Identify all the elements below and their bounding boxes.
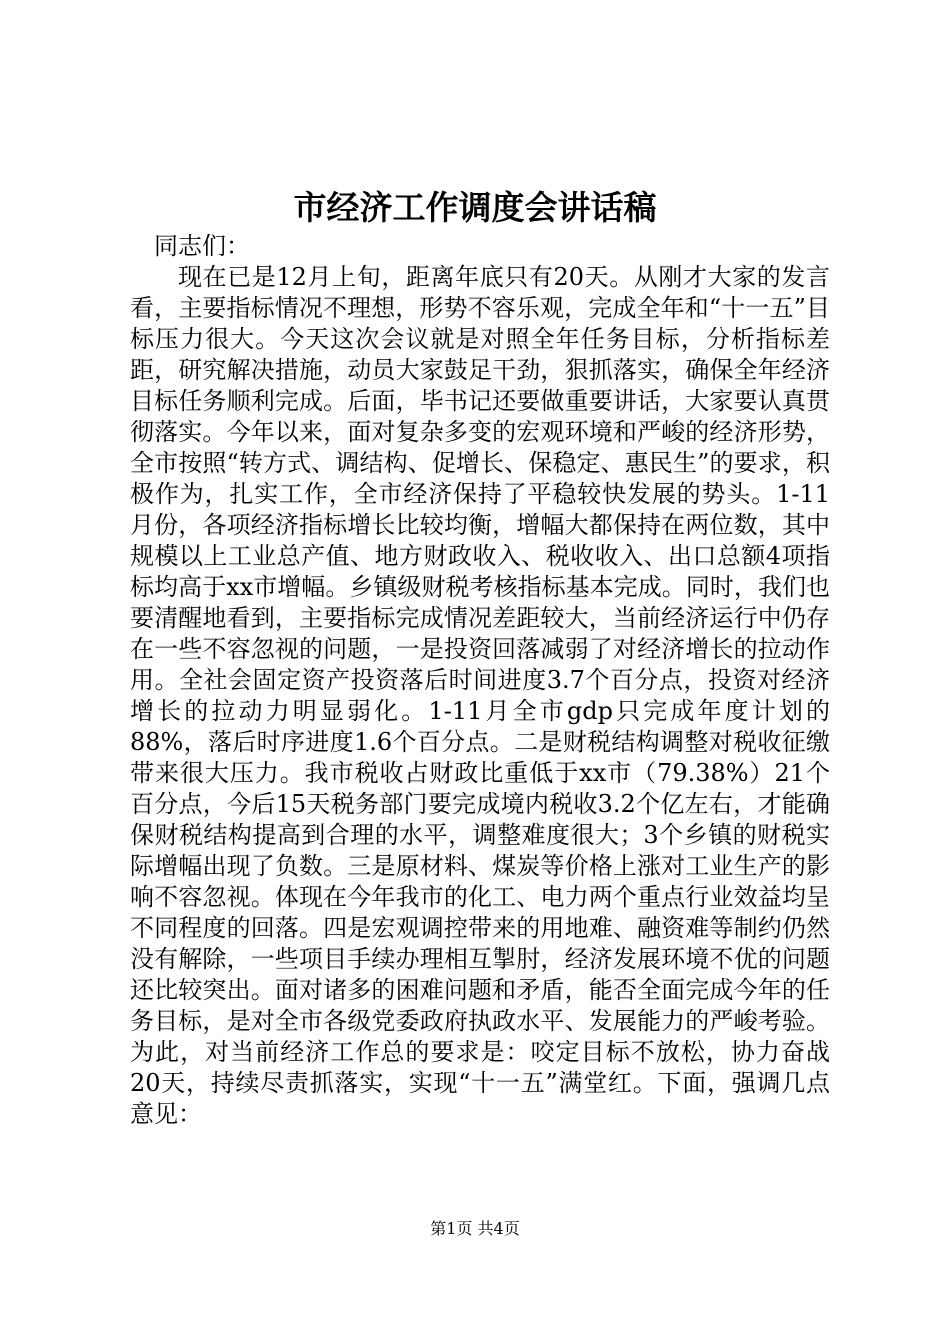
document-title: 市经济工作调度会讲话稿 bbox=[293, 188, 657, 227]
document-body bbox=[130, 231, 830, 1130]
page-footer: 第1页 共4页 bbox=[430, 1219, 520, 1238]
body-paragraph: 现在已是12月上旬，距离年底只有20天。从刚才大家的发言看，主要指标情况不理想，形势不容乐观，完成全年和“十一五”目标压力很大。今天这次会议就是对照全年任务目标，分析指标差距，研究解决措施，动员大家鼓足干劲，狠抓落实，确保全年经济目标任务顺利完成。后面，毕书记还要做重要讲话，大家要认真贯彻落实。今年以来，面对复杂多变的宏观环境和严峻的经济形势，全市按照“转方式、调结构、促增长、保稳定、惠民生”的要求，积极作为，扎实工作，全市经济保持了平稳较快发展的势头。1-11月份，各项经济指标增长比较均衡，增幅大都保持在两位数，其中规模以上工业总产值、地方财政收入、税收收入、出口总额4项指标均高于xx市增幅。乡镇级财税考核指标基本完成。同时，我们也要清醒地看到，主要指标完成情况差距较大，当前经济运行中仍存在一些不容忽视的问题，一是投资回落减弱了对经济增长的拉动作用。全社会固定资产投资落后时间进度3.7个百分点，投资对经济增长的拉动力明显弱化。1-11月全市gdp只完成年度计划的88%，落后时序进度1.6个百分点。二是财税结构调整对税收征缴带来很大压力。我市税收占财政比重低于xx市（79.38%）21个百分点，今后15天税务部门要完成境内税收3.2个亿左右，才能确保财税结构提高到合理的水平，调整难度很大；3个乡镇的财税实际增幅出现了负数。三是原材料、煤炭等价格上涨对工业生产的影响不容忽视。体现在今年我市的化工、电力两个重点行业效益均呈不同程度的回落。四是宏观调控带来的用地难、融资难等制约仍然没有解除，一些项目手续办理相互掣肘，经济发展环境不优的问题还比较突出。面对诸多的困难问题和矛盾，能否全面完成今年的任务目标，是对全市各级党委政府执政水平、发展能力的严峻考验。为此，对当前经济工作总的要求是：咬定目标不放松，协力奋战20天，持续尽责抓落实，实现“十一五”满堂红。下面，强调几点意见： bbox=[130, 263, 830, 1128]
salutation: 同志们： bbox=[154, 232, 250, 260]
